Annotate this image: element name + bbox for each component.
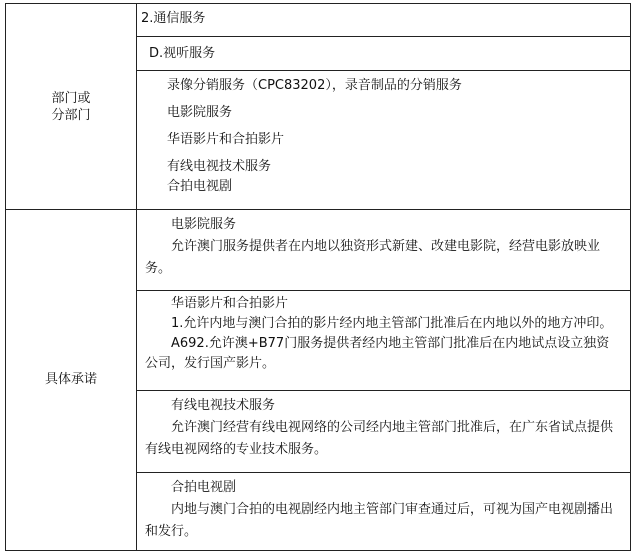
sector-row-communication-text: 2.通信服务 [141, 11, 206, 26]
commitment-tv-drama [137, 473, 630, 551]
subsector-item: 有线电视技术服务 [167, 159, 272, 174]
commitment-cable-tv [137, 391, 630, 472]
sector-row-communication [137, 4, 630, 36]
commitment-paragraph: 允许澳门服务提供者在内地以独资形式新建、改建电影院，经营电影放映业务。 [145, 239, 601, 276]
sector-row-audiovisual-text: D.视听服务 [149, 46, 216, 61]
subsector-item: 电影院服务 [167, 105, 233, 120]
commitment-paragraph: 允许澳门经营有线电视网络的公司经内地主管部门批准后，在广东省试点提供有线电视网络的专业技术服务。 [145, 420, 614, 457]
subsector-item: 合拍电视剧 [167, 179, 233, 194]
commitment-heading: 有线电视技术服务 [171, 398, 276, 413]
sector-row-subsectors [137, 71, 630, 209]
commitment-table [5, 3, 631, 551]
subsector-item: 录像分销服务（CPC83202），录音制品的分销服务 [167, 78, 462, 93]
commitment-films [137, 291, 630, 390]
sector-label [6, 90, 136, 124]
commitment-heading: 电影院服务 [171, 217, 237, 232]
sector-row-audiovisual [137, 37, 630, 70]
sector-label-line-1: 部门或 [51, 91, 91, 106]
commitment-heading: 合拍电视剧 [171, 480, 237, 495]
commitment-paragraph: 1.允许内地与澳门合拍的影片经内地主管部门批准后在内地以外的地方冲印。 [171, 316, 613, 331]
sector-label-line-2: 分部门 [51, 108, 91, 123]
commitment-heading: 华语影片和合拍影片 [171, 296, 289, 311]
commitment-paragraph: 内地与澳门合拍的电视剧经内地主管部门审查通过后，可视为国产电视剧播出和发行。 [145, 502, 614, 539]
commitment-paragraph: A692.允许澳+B77门服务提供者经内地主管部门批准后在内地试点设立独资公司，发行国产影片。 [145, 336, 610, 371]
commitment-cinema [137, 210, 630, 290]
commitments-label: 具体承诺 [44, 372, 97, 387]
subsector-item: 华语影片和合拍影片 [167, 132, 285, 147]
